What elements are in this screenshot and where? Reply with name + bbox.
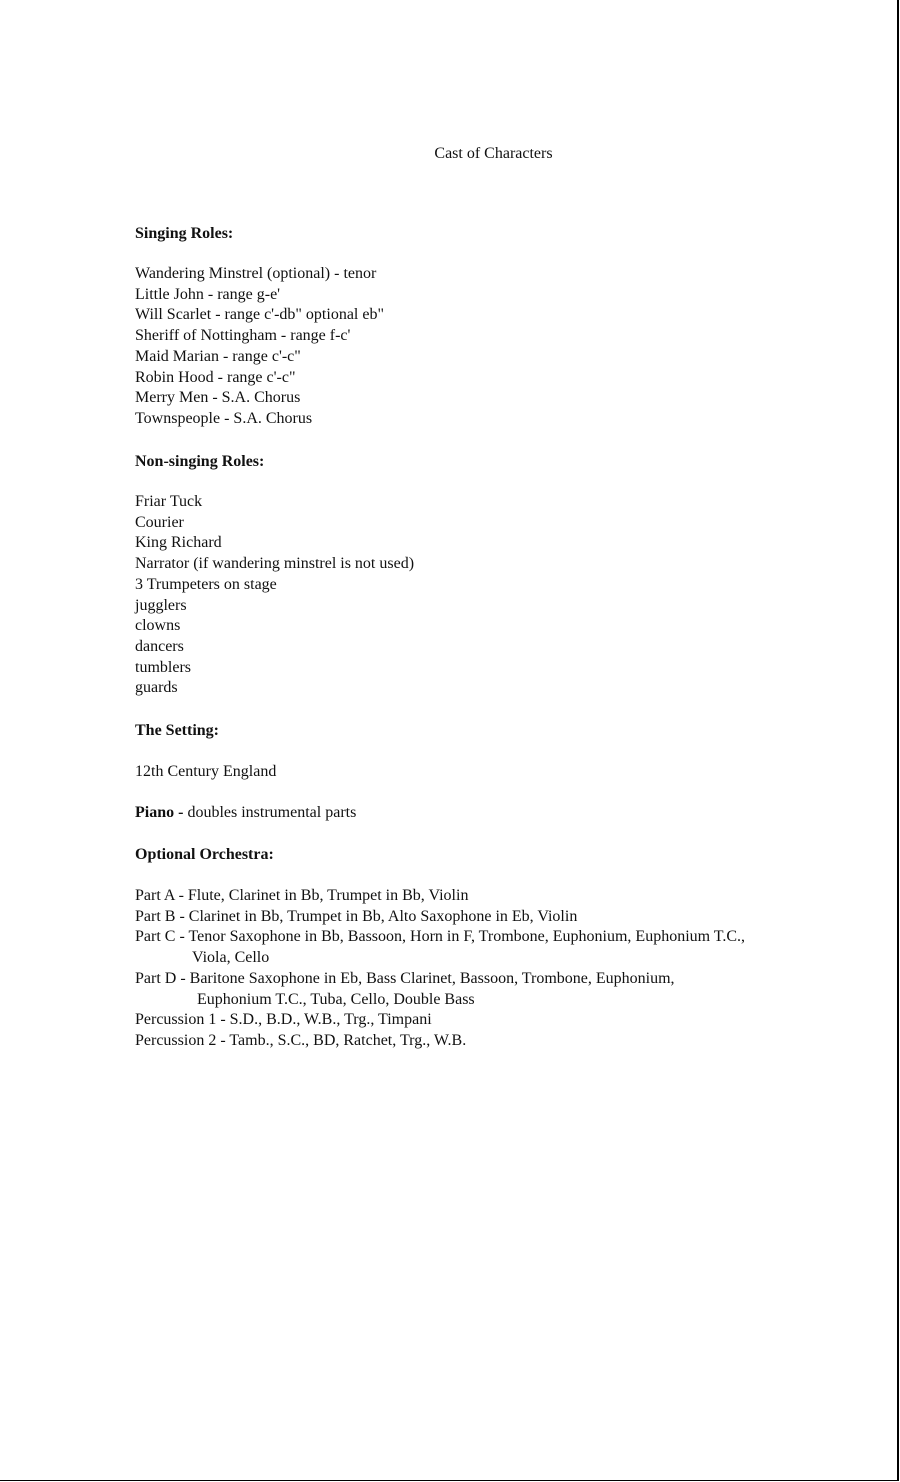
orchestra-part-d-continued: Euphonium T.C., Tuba, Cello, Double Bass [197, 990, 475, 1008]
list-item: Narrator (if wandering minstrel is not used) [135, 555, 415, 573]
list-item: Merry Men - S.A. Chorus [135, 389, 301, 407]
list-item: guards [135, 679, 178, 697]
section-heading: The Setting: [135, 722, 219, 739]
piano-text: doubles instrumental parts [183, 804, 357, 821]
list-item: Courier [135, 513, 184, 531]
setting-heading [135, 721, 835, 741]
list-item: 3 Trumpeters on stage [135, 575, 277, 593]
orchestra-part-b: Part B - Clarinet in Bb, Trumpet in Bb, Alto Saxophone in Eb, Violin [135, 907, 578, 925]
list-item: Will Scarlet - range c'-db" optional eb" [135, 306, 384, 324]
list-item: King Richard [135, 534, 222, 552]
singing-roles-heading [135, 224, 835, 244]
non-singing-roles-heading [135, 452, 835, 472]
list-item: Friar Tuck [135, 493, 203, 510]
orchestra-part-c-continued: Viola, Cello [192, 949, 270, 967]
list-item: Robin Hood - range c'-c" [135, 368, 296, 386]
setting-text [135, 762, 835, 783]
percussion-2: Percussion 2 - Tamb., S.C., BD, Ratchet, Trg., W.B. [135, 1031, 467, 1049]
section-heading: Singing Roles: [135, 225, 234, 242]
section-heading: Optional Orchestra: [135, 846, 274, 863]
list-item: tumblers [135, 658, 191, 676]
section-heading: Non-singing Roles: [135, 453, 265, 470]
orchestra-heading [135, 845, 835, 865]
orchestra-part-a: Part A - Flute, Clarinet in Bb, Trumpet in Bb, Violin [135, 887, 469, 904]
percussion-1: Percussion 1 - S.D., B.D., W.B., Trg., Timpani [135, 1011, 432, 1029]
non-singing-roles-list [135, 492, 835, 699]
list-item: Wandering Minstrel (optional) - tenor [135, 265, 377, 282]
piano-label: Piano - [135, 804, 184, 821]
setting-value: 12th Century England [135, 763, 277, 780]
orchestra-part-d: Part D - Baritone Saxophone in Eb, Bass Clarinet, Bassoon, Trombone, Euphonium, [135, 969, 675, 987]
list-item: jugglers [135, 596, 187, 614]
list-item: Sheriff of Nottingham - range f-c' [135, 327, 351, 345]
list-item: Townspeople - S.A. Chorus [135, 409, 313, 427]
list-item: Little John - range g-e' [135, 285, 281, 303]
list-item: dancers [135, 637, 184, 655]
orchestra-list [135, 886, 835, 1052]
page-title: Cast of Characters [434, 145, 553, 162]
piano-line [135, 803, 835, 824]
list-item: clowns [135, 617, 181, 635]
list-item: Maid Marian - range c'-c" [135, 347, 301, 365]
piano-note [135, 803, 835, 824]
orchestra-part-c: Part C - Tenor Saxophone in Bb, Bassoon, Horn in F, Trombone, Euphonium, Euphonium T.C., [135, 928, 746, 946]
singing-roles-list [135, 264, 835, 430]
